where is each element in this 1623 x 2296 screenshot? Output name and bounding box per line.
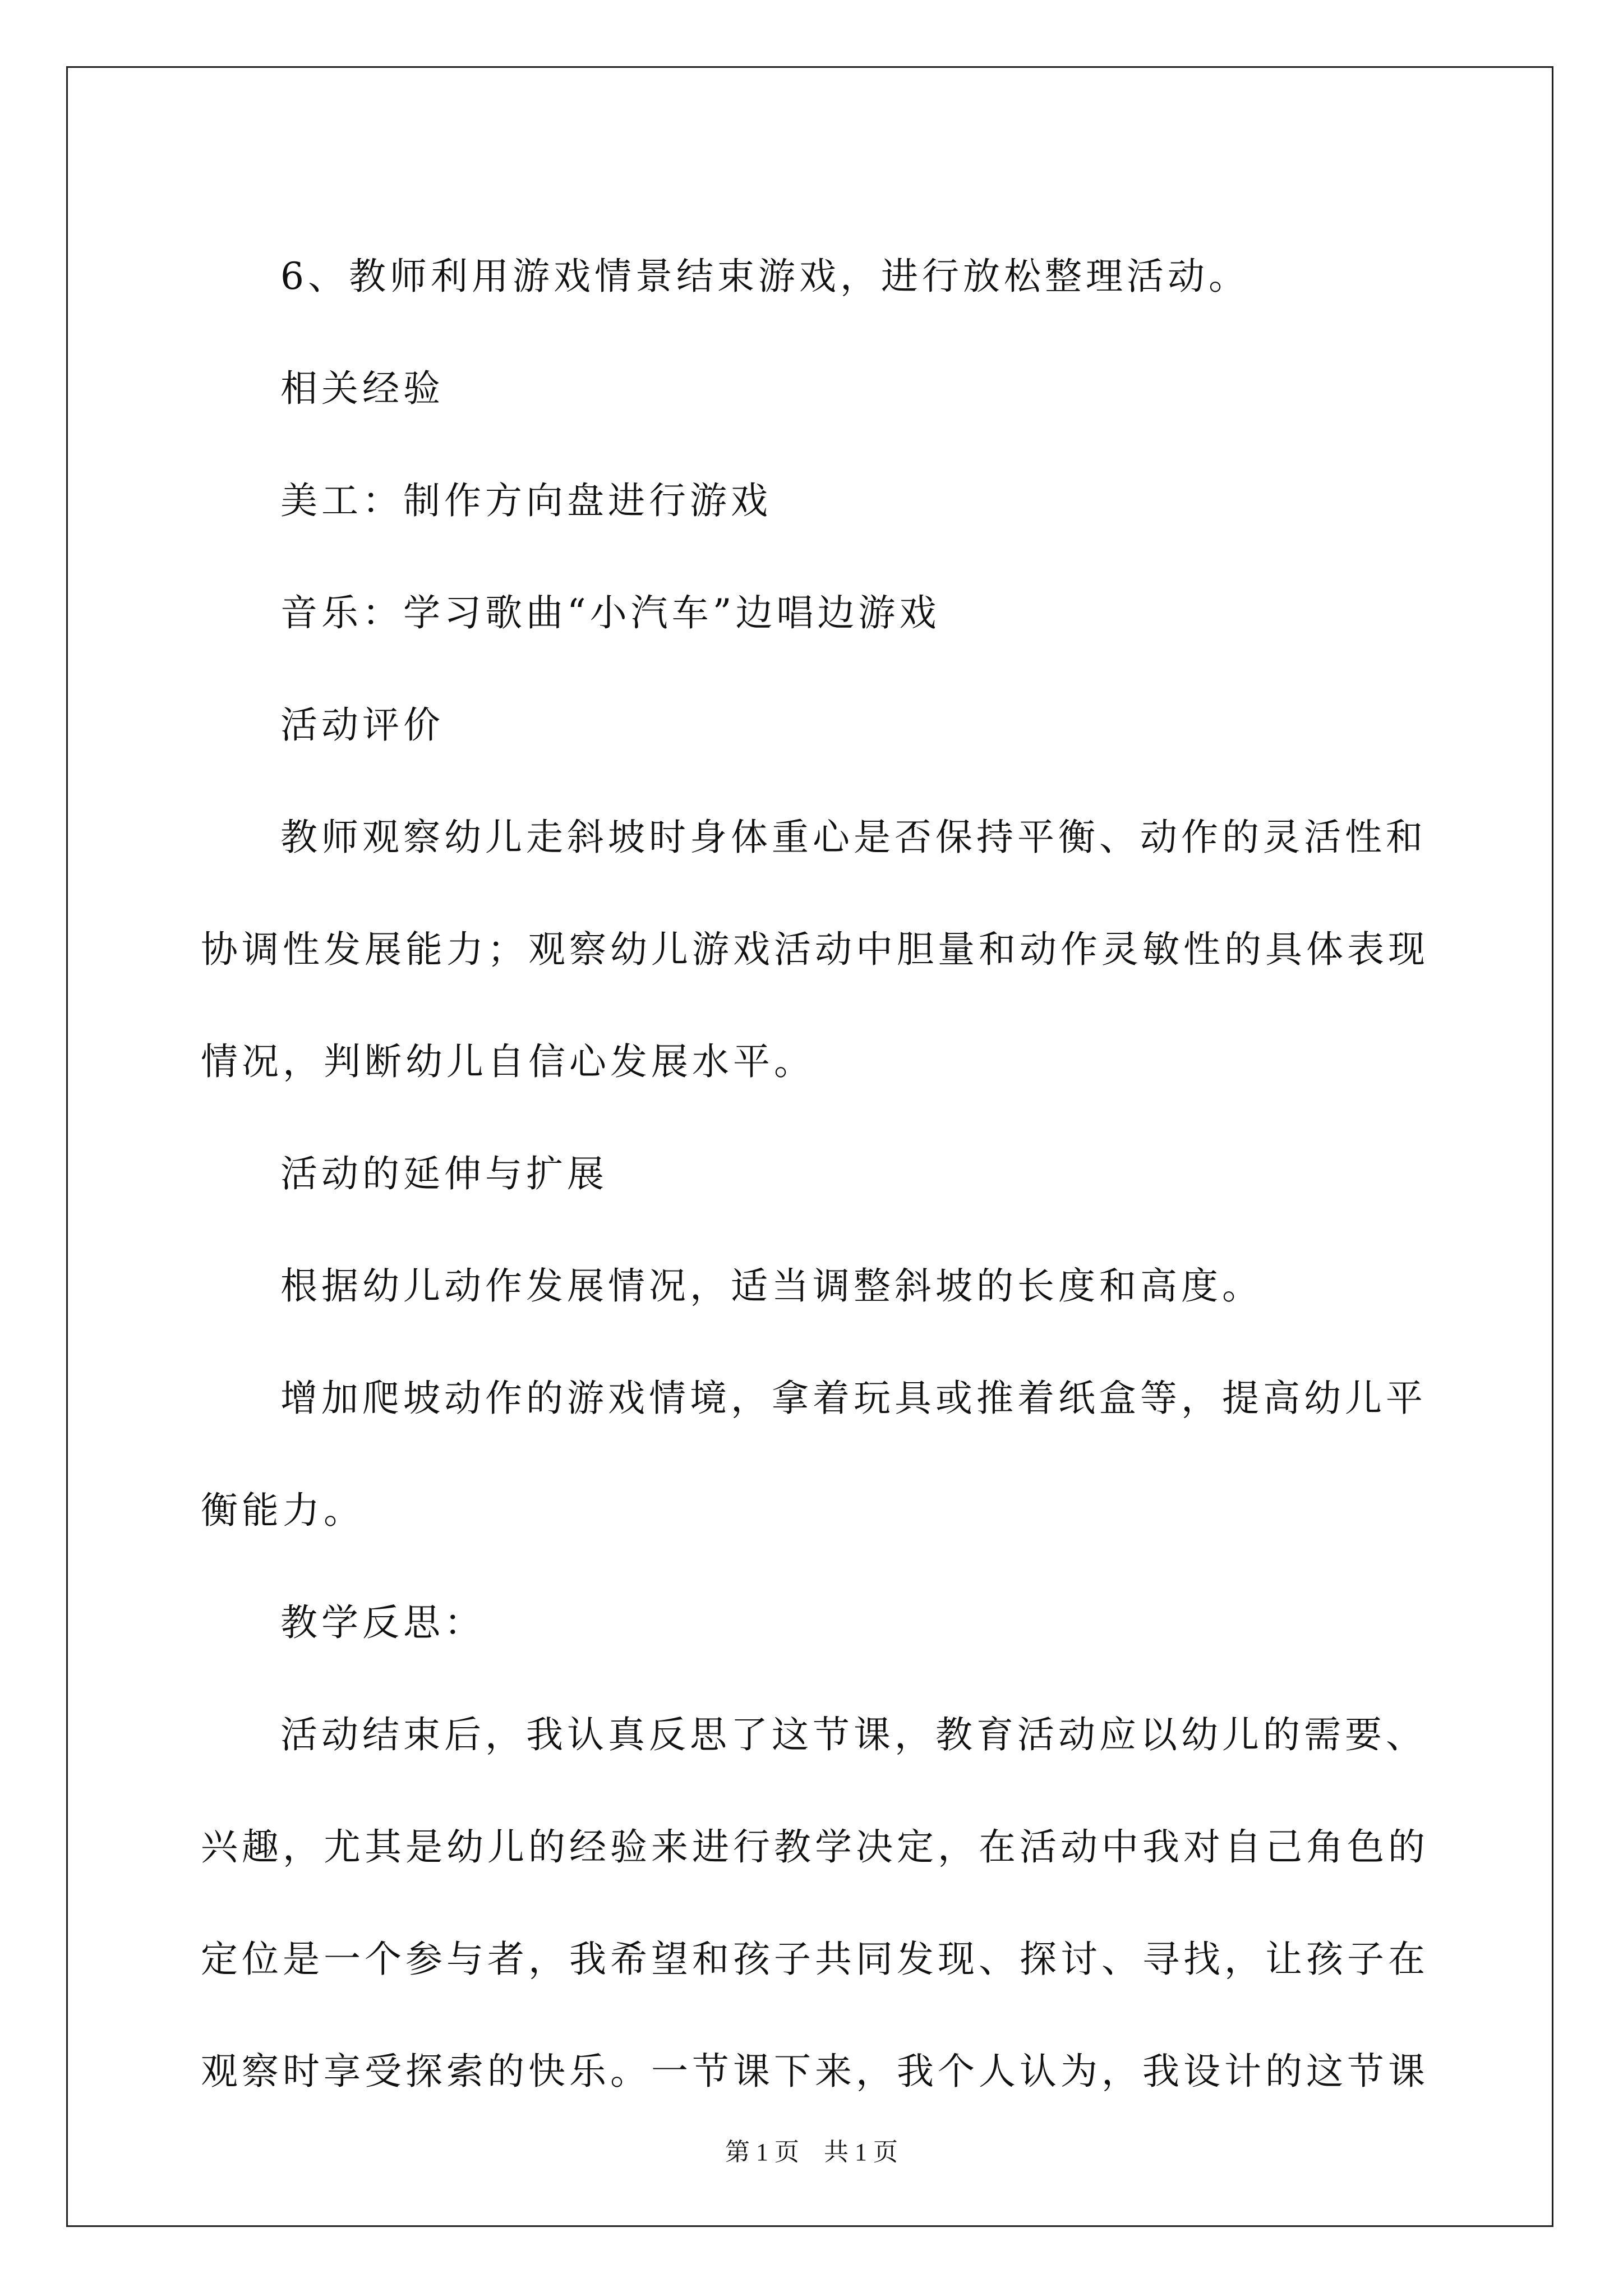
section-heading: 活动的延伸与扩展 [280,1152,608,1195]
paragraph-line: 兴趣，尤其是幼儿的经验来进行教学决定，在活动中我对自己角色的 [201,1825,1429,1869]
paragraph-line: 活动结束后，我认真反思了这节课，教育活动应以幼儿的需要、 [280,1713,1427,1756]
section-heading: 教学反思： [280,1601,485,1644]
paragraph-line: 音乐：学习歌曲“小汽车”边唱边游戏 [280,591,940,634]
paragraph-line: 教师观察幼儿走斜坡时身体重心是否保持平衡、动作的灵活性和 [280,816,1427,859]
document-body [201,220,1435,2128]
section-heading: 相关经验 [280,367,444,410]
page-footer: 第 1 页 共 1 页 [725,2138,898,2166]
paragraph-line: 增加爬坡动作的游戏情境，拿着玩具或推着纸盒等，提高幼儿平 [280,1377,1427,1420]
paragraph-line: 6、教师利用游戏情景结束游戏，进行放松整理活动。 [280,255,1249,298]
paragraph-line: 定位是一个参与者，我希望和孩子共同发现、探讨、寻找，让孩子在 [201,1938,1429,1981]
paragraph-line: 根据幼儿动作发展情况，适当调整斜坡的长度和高度。 [280,1264,1263,1308]
paragraph-line: 情况，判断幼儿自信心发展水平。 [201,1040,815,1083]
paragraph-line: 衡能力。 [201,1489,365,1532]
section-heading: 活动评价 [280,703,444,747]
paragraph-line: 观察时享受探索的快乐。一节课下来，我个人认为，我设计的这节课 [201,2050,1429,2093]
paragraph-line: 美工：制作方向盘进行游戏 [280,479,772,522]
paragraph-line: 协调性发展能力；观察幼儿游戏活动中胆量和动作灵敏性的具体表现 [201,928,1429,971]
